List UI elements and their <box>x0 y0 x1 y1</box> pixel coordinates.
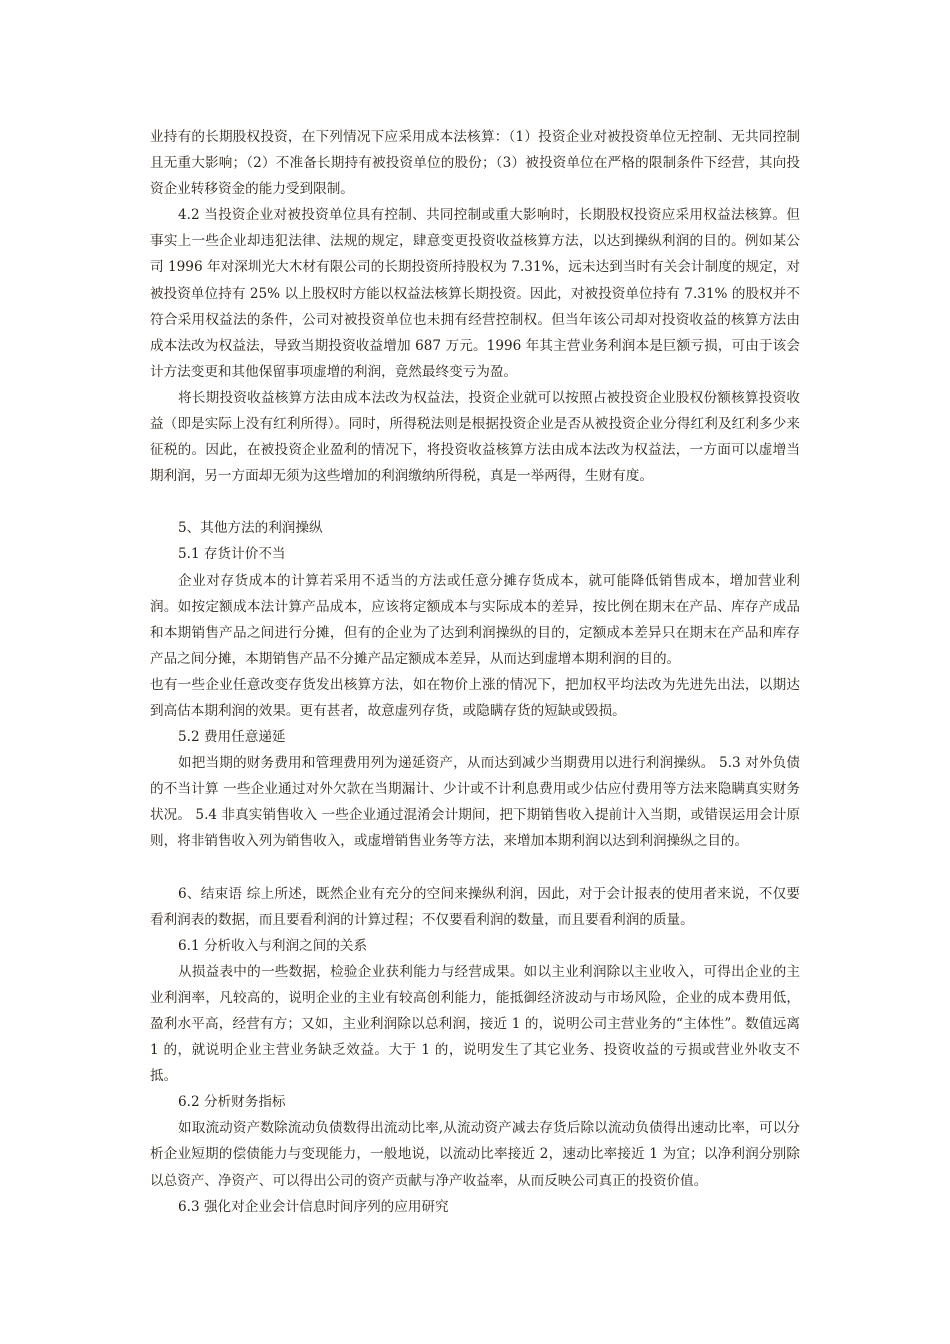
spacer <box>150 489 800 515</box>
subheading-6-3: 6.3 强化对企业会计信息时间序列的应用研究 <box>178 1198 449 1215</box>
section-heading-5: 5、其他方法的利润操纵 <box>178 520 323 537</box>
paragraph-expense-deferral: 如把当期的财务费用和管理费用列为递延资产，从而达到减少当期费用以进行利润操纵。 5.3 对外负债的不当计算 一些企业通过对外欠款在当期漏计、少计或不计利息费用或少估应付费用等方法来隐瞒真实财务状况。 5.4 非真实销售收入 一些企业通过混淆会计期间，把下期销售收入提前计入当期，或错误运用会计原则，将非销售收入列为销售收入，或虚增销售业务等方法，来增加本期利润以达到利润操纵之目的。 <box>150 755 800 850</box>
subheading-6-2: 6.2 分析财务指标 <box>178 1094 286 1111</box>
paragraph-inventory-method-change: 也有一些企业任意改变存货发出核算方法，如在物价上涨的情况下，把加权平均法改为先进先出法，以期达到高估本期利润的效果。更有甚者，故意虚列存货，或隐瞒存货的短缺或毁损。 <box>150 676 800 719</box>
paragraph-income-profit-analysis: 从损益表中的一些数据，检验企业获利能力与经营成果。如以主业利润除以主业收入，可得出企业的主业利润率，凡较高的，说明企业的主业有较高创利能力，能抵御经济波动与市场风险，企业的成本费用低，盈利水平高，经营有方；又如，主业利润除以总利润，接近 1 的，说明公司主营业务的“主体性”。数值远离 1 的，就说明企业主营业务缺乏效益。大于 1 的，说明发生了其它业务、投资收益的亏损或营业外收支不抵。 <box>150 963 800 1085</box>
spacer <box>150 855 800 881</box>
document-body <box>150 124 800 1220</box>
subheading-5-1: 5.1 存货计价不当 <box>178 546 286 563</box>
subheading-5-2: 5.2 费用任意递延 <box>178 729 286 746</box>
subheading-6-1: 6.1 分析收入与利润之间的关系 <box>178 937 368 954</box>
paragraph-method-change-effect: 将长期投资收益核算方法由成本法改为权益法，投资企业就可以按照占被投资企业股权份额核算投资收益（即是实际上没有红利所得）。同时，所得税法则是根据投资企业是否从被投资企业分得红利及红利多少来征税的。因此，在被投资企业盈利的情况下，将投资收益核算方法由成本法改为权益法，一方面可以虚增当期利润，另一方面却无须为这些增加的利润缴纳所得税，真是一举两得，生财有度。 <box>150 389 800 485</box>
paragraph-cost-method-conditions: 业持有的长期股权投资，在下列情况下应采用成本法核算：（1）投资企业对被投资单位无控制、无共同控制且无重大影响；（2）不准备长期持有被投资单位的股份；（3）被投资单位在严格的限制条件下经营，其向投资企业转移资金的能力受到限制。 <box>150 129 800 198</box>
paragraph-inventory-cost: 企业对存货成本的计算若采用不适当的方法或任意分摊存货成本，就可能降低销售成本，增加营业利润。如按定额成本法计算产品成本，应该将定额成本与实际成本的差异，按比例在期末在产品、库存产成品和本期销售产品之间进行分摊，但有的企业为了达到利润操纵的目的，定额成本差异只在期末在产品和库存产品之间分摊，本期销售产品不分摊产品定额成本差异，从而达到虚增本期利润的目的。 <box>150 572 800 667</box>
paragraph-4-2-equity-method: 4.2 当投资企业对被投资单位具有控制、共同控制或重大影响时，长期股权投资应采用权益法核算。但事实上一些企业却违犯法律、法规的规定，肆意变更投资收益核算方法，以达到操纵利润的目的。例如某公司 1996 年对深圳光大木材有限公司的长期投资所持股权为 7.31%，远未达到当时有关会计制度的规定，对被投资单位持有 25% 以上股权时方能以权益法核算长期投资。因此，对被投资单位持有 7.31% 的股权并不符合采用权益法的条件，公司对被投资单位也未拥有经营控制权。但当年该公司却对投资收益的核算方法由成本法改为权益法，导致当期投资收益增加 687 万元。1996 年其主营业务利润本是巨额亏损，可由于该会计方法变更和其他保留事项虚增的利润，竟然最终变亏为盈。 <box>150 207 800 380</box>
section-heading-6-conclusion: 6、结束语 综上所述，既然企业有充分的空间来操纵利润，因此，对于会计报表的使用者来说，不仅要看利润表的数据，而且要看利润的计算过程；不仅要看利润的数量，而且要看利润的质量。 <box>150 885 800 928</box>
paragraph-financial-ratios: 如取流动资产数除流动负债数得出流动比率,从流动资产减去存货后除以流动负债得出速动比率，可以分析企业短期的偿债能力与变现能力，一般地说，以流动比率接近 2，速动比率接近 1 为宜；以净利润分别除以总资产、净资产、可以得出公司的资产贡献与净产收益率，从而反映公司真正的投资价值。 <box>150 1120 800 1189</box>
